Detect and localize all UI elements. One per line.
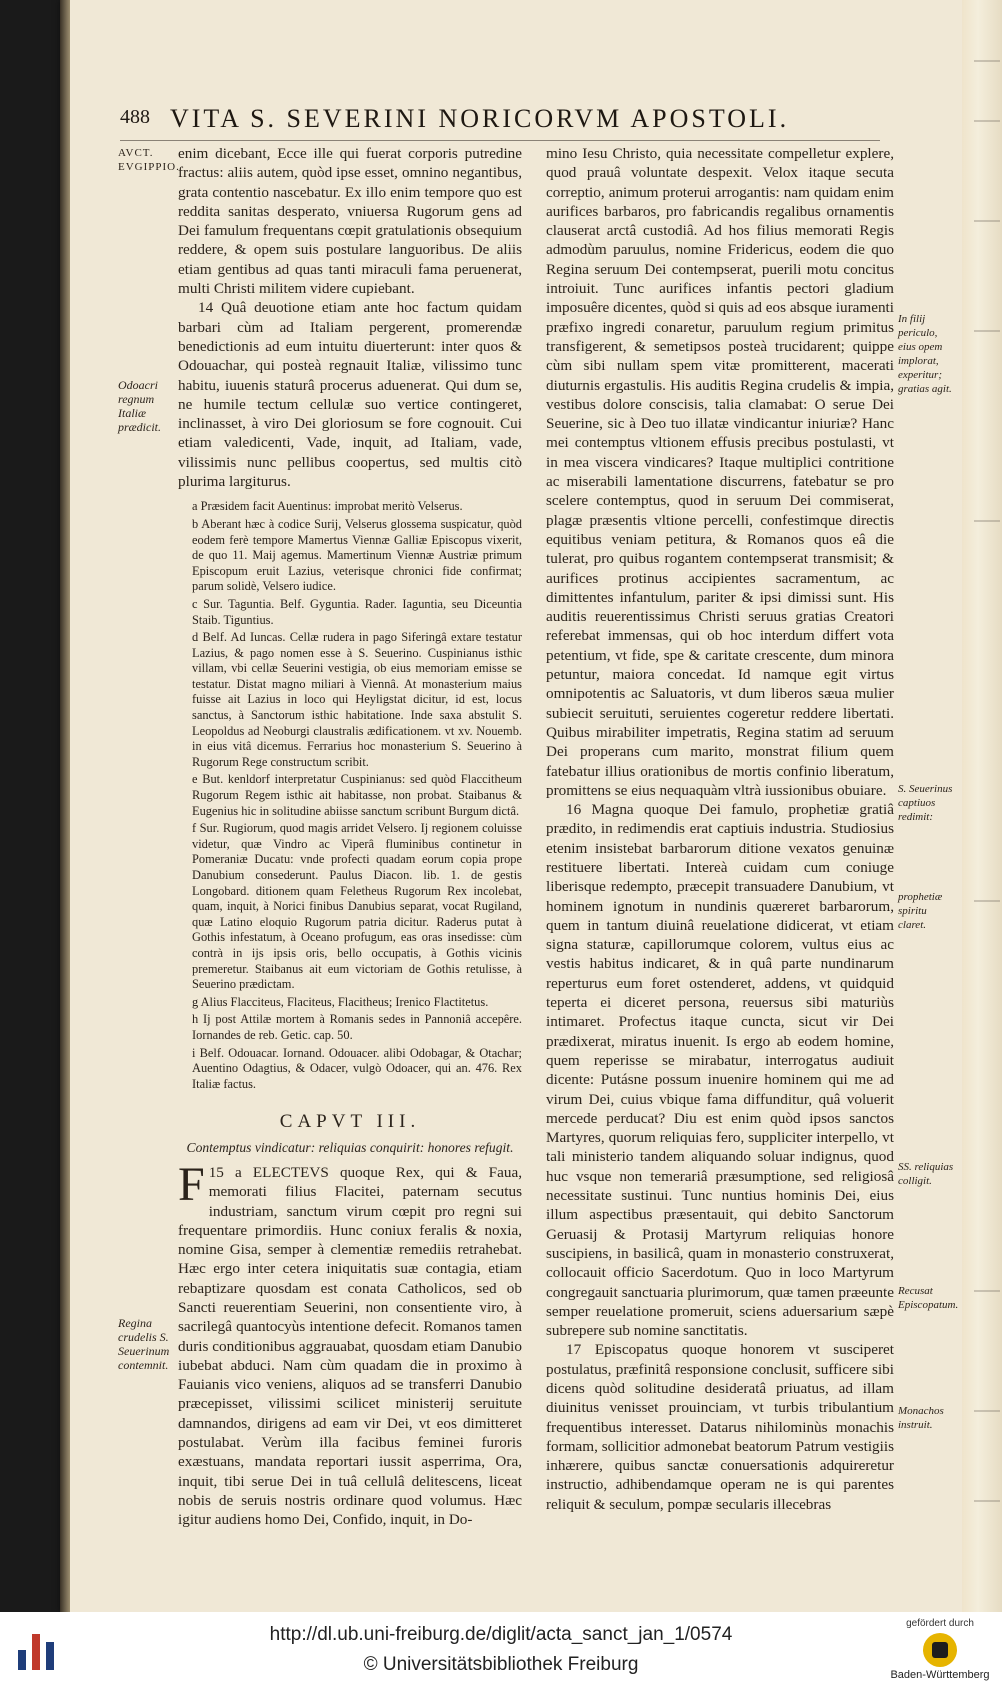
footnote: d Belf. Ad Iuncas. Cellæ rudera in pago Siferingâ extare testatur Lazius, & pago nomen esse à S. Seuerino. Cuspinianus isthic villam, vbi cellæ Seuerini vestigia, ob eius memoriam emisse se testatur. Distat magno miliari à Viennâ. At monasterium maius fuisse ait Lazius in loco qui Heyligstat dicitur, id est, locus sanctus, à Sanctorum isthic habitatione. Inde saxa abstulit S. Leopoldus ad Neoburgi claustralis ædificationem. vt xv. Nouemb. in eius vitâ dicemus. Ferrarius hoc monasterium S. Seuerino à Rugorum Rege constructum scribit. [192, 630, 522, 769]
footnotes [178, 499, 522, 1092]
facing-page-edge [962, 0, 1002, 1612]
body-paragraph: ELECTEVS quoque Rex, qui & Faua, memorati filius Flacitei, paternam secutus industriam, sanctum virum cœpit pro regni sui frequentare primordiis. Hunc coniux feralis & noxia, nomine Gisa, semper à clementiæ remediis retrahebat. Hæc ergo inter cetera iniquitatis suæ contagia, etiam rebaptizare quosdam est conata Catholicos, sed ob Sancti reuerentiam Seuerini, non consentiente viro, à sacrilegâ quantocyùs intentione defecit. Romanos tamen duris conditionibus aggrauabat, quosdam etiam Danubio iubebat abduci. Nam cùm quadam die in proximo à Fauianis vico veniens, aliquos ad se transferri Danubio præcepisset, vilissimi scilicet ministerij seruitute damnandos, dirigens ad eam vir Dei, vt eos dimitteret postulabat. Verùm illa facibus feminei furoris exæstuans, mandata reportari iussit asperrima, Ora, inquit, tibi serue Dei in tuâ cellulâ delitescens, liceat nobis de seruis nostris ordinare quod volumus. Hæc igitur audiens homo Dei, Confido, inquit, in Do- [178, 1163, 522, 1529]
funder-badge [890, 1618, 990, 1681]
footnote: g Alius Flacciteus, Flaciteus, Flacitheus; Irenico Flactitetus. [192, 994, 489, 1009]
body-paragraph: enim dicebant, Ecce ille qui fuerat corporis putredine fractus: aliis autem, quòd ipse esset, omnino negantibus, grata contentio nascebatur. Ex illo enim tempore quo est reddita sanitas desperato, vniuersa Rugorum gens ad Dei famulum frequentans cœpit gratulationis obsequium reddere, & opem suis postulare languoribus. De aliis etiam gentibus ad quas tanti miraculi fama peruenerat, multi Christi militem videre cupiebant. [178, 145, 522, 298]
chapter-title: CAPVT III. [279, 1111, 421, 1133]
footnote: c Sur. Taguntia. Belf. Gyguntia. Rader. Iaguntia, seu Diceuntia Staib. Tiguntius. [192, 596, 522, 627]
copyright-notice: © Universitätsbibliothek Freiburg [363, 1654, 639, 1675]
footnote: i Belf. Odouacar. Iornand. Odouacer. alibi Odobagar, & Otachar; Auentino Odagtius, & Odacer, vulgò Odoacer, qui an. 476. Rex Italiæ factus. [192, 1045, 522, 1091]
body-paragraph: 16 Magna quoque Dei famulo, prophetiæ gratiâ prædito, in redimendis erat captiuis industria. Studiosius etenim insistebat barbarorum ditione vexatos genuinæ restituere libertati. Intereà cuidam cum coniuge liberisque redempto, præcepit transuadere Danubium, vt hominem ignotum in nundinis quæreret barbarorum, quem in tantum diuinâ reuelatione didicerat, vt etiam signa staturæ, capillorumque colorem, vultus eius ac vestis habitus indicaret, & in quâ parte nundinarum reperturus eum foret ostenderet, addens, vt quidquid teperta ei diceret persona, reuersus sibi maturiùs intimaret. Profectus itaque cuncta, sicut vir Dei prædixerat, miratus inuenit. Is ergo ab eodem homine, quem reperisse se mirabatur, interrogatus audiuit dicente: Putásne possum inuenire hominem qui me ad virum Dei, cuius vbique fama diffunditur, quâ voluerit mercede perducat? Diu est enim quòd ipsos sanctos Martyres, quorum reliquias fero, suppliciter interpello, vt tali ministerio tandem aliquando soluar indignus, quod huc vsque non temerariâ præsumptione, sed religiosâ necessitate sustinui. Tunc nuntius hominis Dei, eius illum aspectibus præsentauit, qui debito Sanctorum Geruasij & Protasij Martyrum reliquias honore suscipiens, in basilicâ, quam in monasterio construxerat, collocauit officio Sacerdotum. Quo in loco Martyrum congregauit sanctuaria plurimorum, quæ tamen præeunte semper reuelatione promeruit, sciens aduersarium sæpè subrepere sub nomine sanctitatis. [546, 801, 894, 1340]
left-margin-note: Odoacri regnum Italiæ prædicit. [118, 378, 162, 434]
running-title: VITA S. SEVERINI NORICORVM APOSTOLI. [170, 104, 790, 133]
author-margin-tag: AVCT. EVGIPPIO. [118, 147, 180, 173]
right-margin-note: In filij periculo, eius opem implorat, experitur; gratias agit. [898, 313, 952, 395]
state-name: Baden-Württemberg [890, 1669, 990, 1681]
state-coat-of-arms-icon [923, 1633, 957, 1667]
footnote: e But. kenldorf interpretatur Cuspinianus: sed quòd Flaccitheum Rugorum Regem isthic ait habitasse, non probat. Staibanus & Eugenius hic in solitudine abiisse sanctum scribunt Burgum dictâ. [192, 772, 522, 818]
right-margin-note: Monachos instruit. [898, 1405, 944, 1431]
body-paragraph: 14 Quâ deuotione etiam ante hoc factum quidam barbari cùm ad Italiam pergerent, promerendæ benedictionis ad eum intuitu diuerterunt: inter quos & Odouachar, qui posteà regnauit Italiæ, vilissimo tunc habitu, iuuenis staturâ procerus aduenerat. Qui dum se, ne humile tectum cellulæ suo vertice contingeret, inclinasset, à viro Dei gloriosum se fore cognouit. Cui etiam valedicenti, Vade, inquit, ad Italiam, vade, vilissimis nunc pellibus coopertus, sed multis citò plurima largiturus. [178, 299, 522, 491]
left-column [178, 144, 522, 1530]
page-header [120, 100, 880, 141]
paragraph-number: 15 a [208, 1163, 242, 1181]
drop-cap: F [178, 1157, 205, 1211]
chapter-summary: Contemptus vindicatur: reliquias conquirit: honores refugit. [186, 1139, 514, 1155]
right-column [546, 144, 894, 1514]
body-paragraph: 17 Episcopatus quoque honorem vt susciperet postulatus, præfinitâ responsione conclusit, sufficere sibi dicens quòd solitudine desideratâ priuatus, ad illam diuinitus venisset prouinciam, vt turbis tribulantium frequentibus interesset. Datarus nihilominùs monachis formam, sollicitior admonebat beatorum Patrum vestigiis inhærere, quibus sanctæ conuersationis adquireretur instructio, adhibendamque operam ne is qui parentes reliquit & seculum, pompæ secularis illecebras [546, 1341, 894, 1513]
left-margin-note: Regina crudelis S. Seuerinum contemnit. [118, 1316, 170, 1372]
viewer-footer [0, 1612, 1002, 1684]
footnote: f Sur. Rugiorum, quod magis arridet Velsero. Ij regionem coluisse videtur, quæ Vindro ac Viperâ fluminibus continetur in Pomeraniæ Ducatu: vnde profecti quadam eorum copia prope Danubium consederunt. Paulus Diacon. lib. 1. de gestis Longobard. ditionem quam Feletheus Rugorum Rex incolebat, quam, inquit, à Norici finibus Danubius separat, vocat Rugiland, quæ Latino eloquio Rugorum patria dicitur. Raderus putat à Gothis infestatum, à Oceano profugum, eas oras insedisse: cùm contrà in ijs ipsis oris, bello occupatis, à Gothis vicinis premeretur. Staibanus ait eum victoriam de Gothis retulisse, à Seuerino prædictam. [192, 821, 522, 992]
footnote: b Aberant hæc à codice Surij, Velserus glossema suspicatur, quòd eodem ferè tempore Mamertus Viennæ Galliæ Episcopus vixerit, de quo 11. Maij agemus. Mamertinum Viennæ Austriæ primum Episcopum eruit Lazius, veterisque chronici fide confirmat; parum solidè, Velsero iudice. [192, 516, 522, 594]
funded-by-label: gefördert durch [906, 1618, 974, 1629]
footnote: a Præsidem facit Auentinus: improbat meritò Velserus. [192, 499, 463, 514]
right-margin-note: prophetiæ spiritu claret. [898, 891, 943, 931]
page-number: 488 [120, 106, 150, 128]
right-margin-note: Recusat Episcopatum. [898, 1285, 959, 1311]
page-gutter [60, 0, 70, 1612]
right-margin-note: S. Seuerinus captiuos redimit: [898, 783, 953, 823]
footnote: h Ij post Attilæ mortem à Romanis sedes in Pannoniâ accepêre. Iornandes de reb. Getic. cap. 50. [192, 1012, 522, 1042]
permalink-url[interactable]: http://dl.ub.uni-freiburg.de/diglit/acta_sanct_jan_1/0574 [269, 1624, 733, 1645]
right-margin-note: SS. reliquias colligit. [898, 1161, 954, 1187]
body-paragraph: mino Iesu Christo, quia necessitate compelletur explere, quod prauâ voluntate despexit. Velox itaque secuta correptio, animum proterui arrogantis: nam quidam enim aurifices barbaros, pro fabricandis regalibus ornamentis clauserat arctâ custodiâ. Ad hos filius memorati Regis admodùm paruulus, nomine Fridericus, eodem die quo Regina seruum Dei contempserat, puerili motu concitus introiuit. Tunc aurifices infantis pectori gladium imposuêre dicentes, quòd si quis ad eos absque iuramenti præfixo ingredi conaretur, paruulum regium primitus transfigerent, & semetipsos posteà trucidarent; quippe cùm sibi nullam spem vitæ promitterent, macerati diuturnis ergastulis. His auditis Regina crudelis & impia, vestibus dolore conscisis, talia clamabat: O serue Dei Seuerine, sic à Deo tuo illatæ vindicantur iniuriæ? Hanc mei contemptus vltionem effusis precibus postulasti, vt in mea viscera vindicares? Itaque multiplici contritione ac miserabili lamentatione discurrens, fatebatur se pro scelere contemptus, quod in seruum Dei commiserat, plagæ præsentis vltione percelli, confestimque directis equitibus veniam petitura, & Romanos quos eâ die tulerat, pro quibus rogantem contempserat transmisit; & aurifices protinus accipientes sacramentum, ac dimittentes infantulum, pariter & ipsi dimissi sunt. His auditis reuerentissimus Christi seruus gratias Creatori referebat immensas, qui ob hoc interdum differt vota petentium, vt fide, spe & caritate crescente, dum minora petuntur, maiora concedat. Id namque egit virtus omnipotentis ac Saluatoris, vt dum liberos sæua mulier subiecit seruituti, seruientes cogeretur reddere libertati. Quibus mirabiliter impetratis, Regina statim ad seruum Dei properans cum marito, monstrat filium quem fatebatur illius orationibus de mortis confinio liberatum, promittens se eius nequaquàm vltrà iussionibus obuiare. [546, 145, 894, 799]
